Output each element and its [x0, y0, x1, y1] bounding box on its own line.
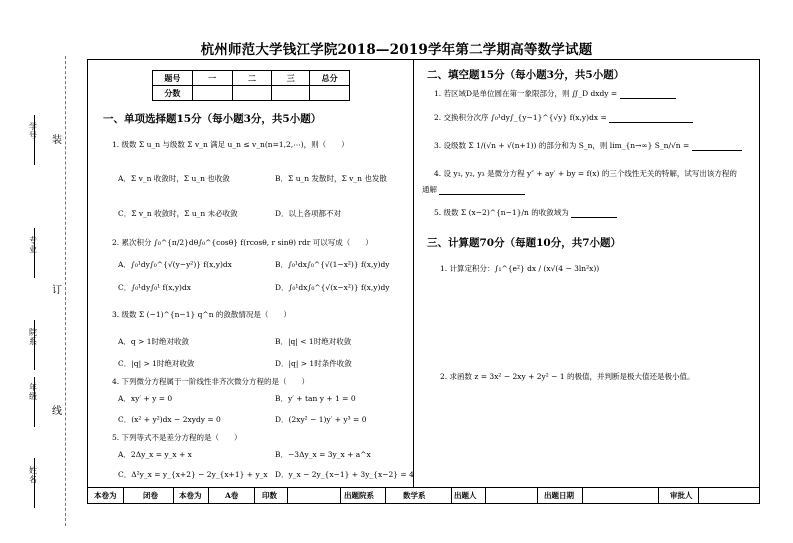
footer-separator [208, 488, 209, 504]
question-stem: 2. 累次积分 ∫₀^{π/2}dθ∫₀^{cosθ} f(rcosθ, r sinθ) rdr 可以写成（ ） [112, 238, 373, 247]
fill-question-text: 1. 若区域D是单位圆在第一象限部分，则 ∬_D dxdy = [434, 89, 618, 98]
answer-blank[interactable] [571, 217, 617, 218]
fill-question-text: 3. 设级数 Σ 1/(√n + √(n+1)) 的部分和为 S_n，则 lim_{n→∞} S_n/√n = [434, 141, 690, 150]
question-stem: 3. 级数 Σ (−1)^{n−1} q^n 的敛散情况是（ ） [112, 310, 291, 319]
answer-blank[interactable] [439, 194, 525, 195]
option-b: B．y′ + tan y + 1 = 0 [275, 394, 356, 403]
option-a: A．xy′ + y = 0 [118, 394, 173, 403]
score-value-row [153, 86, 350, 101]
score-header-cell: 题号 [153, 71, 193, 86]
footer-label-exam-type: 本卷为 [94, 491, 117, 500]
footer-label-department: 出题院系 [344, 491, 374, 500]
footer-label-paper: 本卷为 [179, 491, 202, 500]
footer-label-approver: 审批人 [670, 491, 693, 500]
option-a: A．2Δy_x = y_x + x [118, 450, 192, 459]
question-stem: 1. 级数 Σ u_n 与级数 Σ v_n 满足 u_n ≤ v_n(n=1,2,⋯)，则（ ） [112, 140, 349, 149]
question-stem: 5. 下列等式不是差分方程的是（ ） [112, 433, 242, 442]
footer-separator [582, 488, 583, 504]
footer-separator [658, 488, 659, 504]
footer-value-paper-a: A卷 [225, 491, 239, 500]
answer-blank[interactable] [609, 122, 693, 123]
fill-question-text: 2. 交换积分次序 ∫₀¹dy∫_{y−1}^{√y} f(x,y)dx = [434, 113, 607, 122]
section-3-title: 三、计算题70分（每题10分，共7小题） [427, 237, 622, 249]
score-cell[interactable] [272, 86, 310, 101]
score-cell[interactable] [232, 86, 272, 101]
binding-mark-zhuang: 装 [52, 135, 62, 146]
binding-line [65, 56, 67, 526]
option-b: B．Σ u_n 发散时，Σ v_n 也发散 [275, 174, 387, 183]
option-d: D．(2xy² − 1)y′ + y³ = 0 [275, 415, 367, 424]
footer-label-print-count: 印数 [262, 491, 277, 500]
option-b: B．|q| < 1时绝对收敛 [275, 337, 352, 346]
fill-question [434, 140, 742, 151]
score-row-label: 分数 [153, 86, 193, 101]
footer-separator [698, 488, 699, 504]
option-c: C．(x² + y²)dx − 2xydy = 0 [118, 415, 221, 424]
option-d: D．以上各项都不对 [275, 209, 342, 218]
fill-question-text: 5. 级数 Σ (x−2)^{n−1}/n 的收敛域为 [434, 208, 569, 217]
fill-line [34, 320, 36, 370]
option-d: D．|q| > 1时条件收敛 [275, 359, 352, 368]
footer-separator [485, 488, 486, 504]
score-header-cell: 二 [232, 71, 272, 86]
score-cell[interactable] [310, 86, 350, 101]
exam-footer [88, 487, 759, 504]
calc-question: 1. 计算定积分：∫₁^{e²} dx / (x√(4 − 3ln²x)) [440, 264, 600, 273]
option-b: B．−3Δy_x = 3y_x + a^x [275, 450, 371, 459]
footer-separator [537, 488, 538, 504]
fill-line [34, 115, 36, 165]
option-a: A．q > 1时绝对收敛 [118, 337, 190, 346]
fill-question [422, 184, 525, 195]
score-cell[interactable] [192, 86, 232, 101]
calc-question: 2. 求函数 z = 3x² − 2xy + 2y² − 1 的极值，并判断是极大值还是极小值。 [440, 372, 695, 381]
fill-question [434, 207, 617, 218]
footer-separator [173, 488, 174, 504]
gutter-label-major: 专业 [29, 236, 37, 254]
gutter-label-department: 院系 [29, 328, 37, 346]
option-c: C．Σ v_n 收敛时，Σ u_n 未必收敛 [118, 209, 238, 218]
fill-line [34, 228, 36, 278]
score-header-cell: 总分 [310, 71, 350, 86]
score-header-cell: 三 [272, 71, 310, 86]
section-1-title: 一、单项选择题15分（每小题3分，共5小题） [103, 113, 322, 125]
footer-separator [451, 488, 452, 504]
score-header-row [153, 71, 350, 86]
answer-blank[interactable] [692, 150, 742, 151]
binding-mark-ding: 订 [52, 285, 62, 296]
footer-value-closed-book: 闭卷 [143, 491, 158, 500]
section-2-title: 二、填空题15分（每小题3分，共5小题） [427, 69, 625, 81]
column-divider [413, 60, 414, 487]
exam-title: 杭州师范大学钱江学院2018—2019学年第二学期高等数学试题 [200, 42, 593, 58]
option-d: D．∫₀¹dx∫₀^{√(x−x²)} f(x,y)dy [275, 283, 390, 292]
fill-question-text: 通解 [422, 185, 437, 194]
option-c: C．Δ²y_x = y_{x+2} − 2y_{x+1} + y_x [118, 470, 268, 479]
gutter-label-name: 姓名 [29, 466, 37, 484]
footer-separator [287, 488, 288, 504]
fill-line [34, 377, 36, 427]
score-table [152, 70, 350, 101]
option-c: C．|q| > 1时绝对收敛 [118, 359, 195, 368]
question-stem: 4. 下列微分方程属于一阶线性非齐次微分方程的是（ ） [112, 377, 310, 386]
binding-mark-xian: 线 [52, 406, 62, 417]
fill-question [434, 88, 676, 99]
fill-line [34, 458, 36, 508]
footer-separator [254, 488, 255, 504]
option-c: C．∫₀¹dy∫₀¹ f(x,y)dx [118, 283, 192, 292]
option-a: A．Σ v_n 收敛时，Σ u_n 也收敛 [118, 174, 230, 183]
footer-value-department: 数学系 [403, 491, 426, 500]
footer-label-author: 出题人 [454, 491, 477, 500]
fill-question-text: 4. 设 y₁, y₂, y₃ 是微分方程 y″ + ay′ + by = f(x) 的三个线性无关的特解，试写出该方程的 [434, 169, 737, 178]
gutter-label-student-id: 学号 [29, 122, 37, 140]
gutter-label-grade: 年级 [29, 383, 37, 401]
footer-separator [385, 488, 386, 504]
footer-separator [340, 488, 341, 504]
option-a: A．∫₀¹dy∫₀^{√(y−y²)} f(x,y)dx [118, 260, 232, 269]
option-b: B．∫₀¹dx∫₀^{√(1−x²)} f(x,y)dy [275, 260, 390, 269]
fill-question [434, 112, 693, 123]
score-header-cell: 一 [192, 71, 232, 86]
footer-separator [123, 488, 124, 504]
answer-blank[interactable] [620, 98, 676, 99]
option-d: D．y_x − 2y_{x−1} + 3y_{x−2} = 4 [275, 470, 414, 479]
footer-label-date: 出题日期 [544, 491, 574, 500]
